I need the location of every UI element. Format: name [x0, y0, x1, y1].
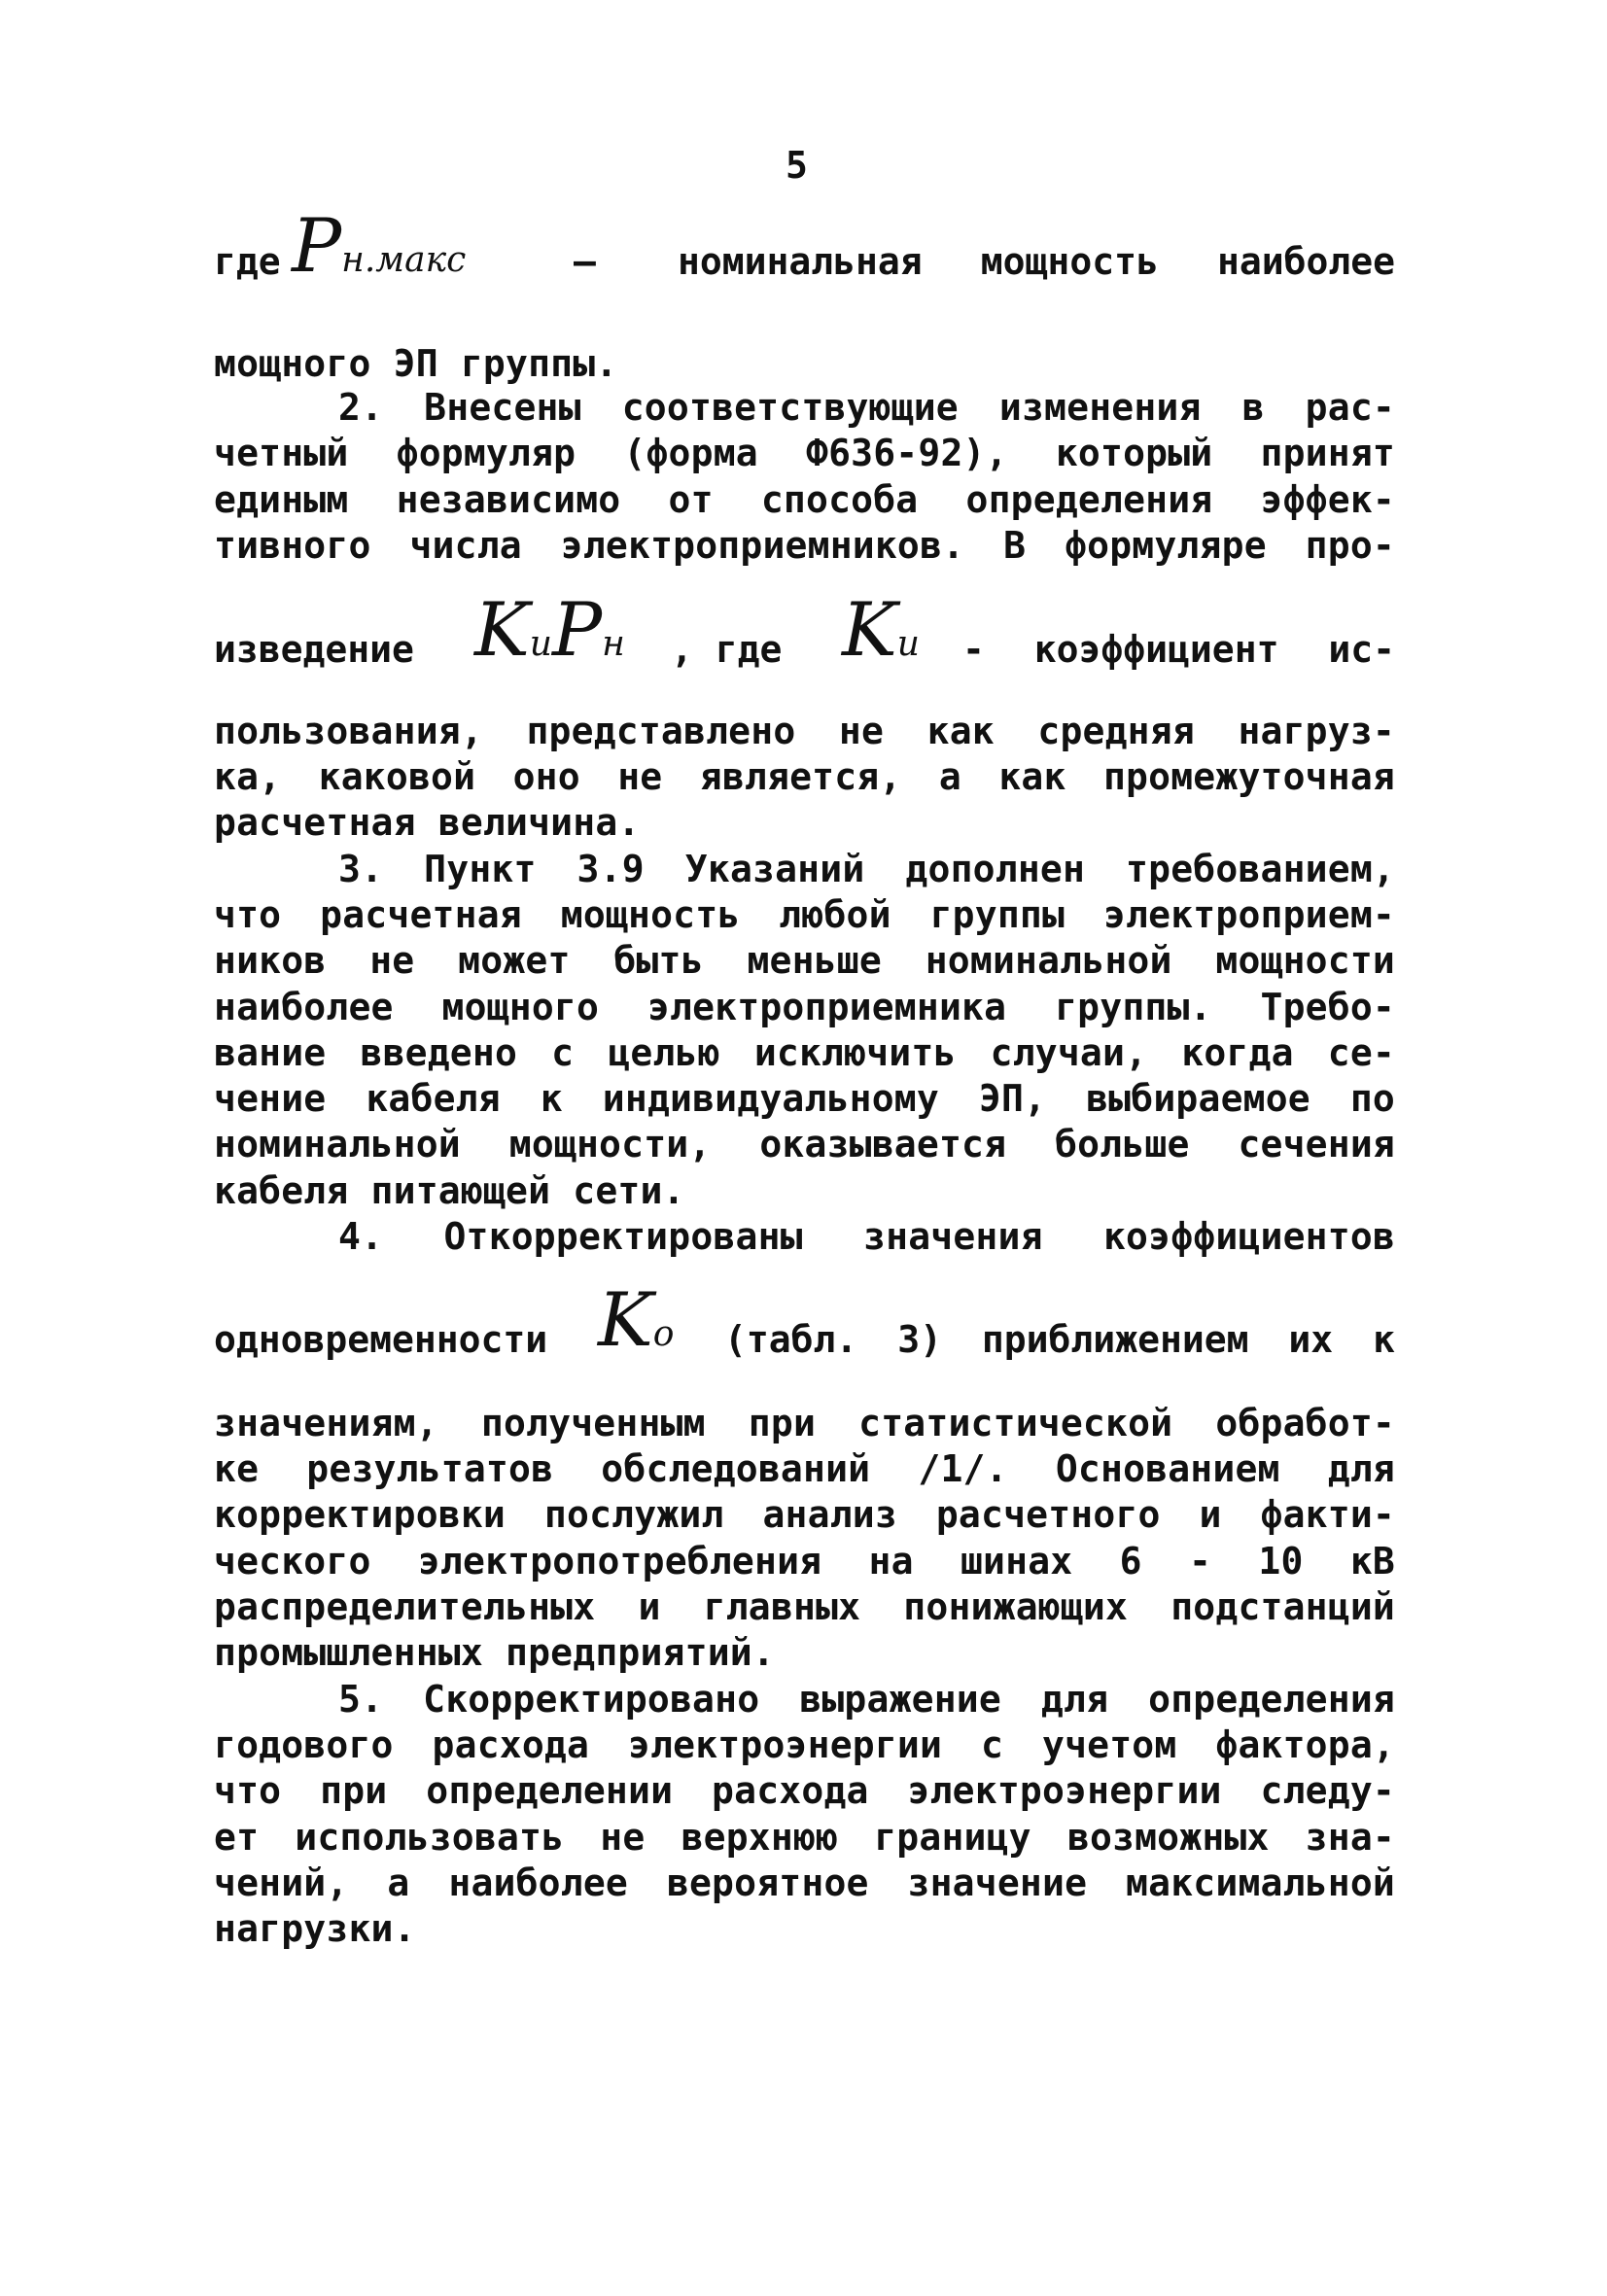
text-line: пользования, представлено не как средняя нагруз-: [214, 710, 1395, 752]
text-line: ет использовать не верхнюю границу возможных зна-: [214, 1816, 1395, 1859]
text-line: промышленных предприятий.: [214, 1631, 775, 1674]
text-line: вание введено с целью исключить случаи, когда се-: [214, 1031, 1395, 1074]
k-sub: и: [529, 624, 552, 664]
text-after: (табл. 3) приближением их к: [724, 1318, 1395, 1361]
text-line: что при определении расхода электроэнергии следу-: [214, 1769, 1395, 1812]
text-line: чений, а наиболее вероятное значение максимальной: [214, 1861, 1395, 1904]
text-line: годового расхода электроэнергии с учетом фактора,: [214, 1723, 1395, 1766]
definition-line: [214, 202, 1395, 316]
ko-symbol: [598, 1276, 675, 1363]
paragraph-2-start: 2. Внесены соответствующие изменения в рас-: [338, 386, 1395, 429]
text-line: нагрузки.: [214, 1907, 416, 1950]
text-before: одновременности: [214, 1318, 548, 1361]
ku-symbol: [842, 586, 920, 673]
k-sub: и: [896, 624, 920, 664]
k-main: K: [474, 586, 530, 673]
p-sub: н: [602, 624, 625, 664]
text-line: четный формуляр (форма Ф636-92), который принят: [214, 432, 1395, 474]
text-line: чение кабеля к индивидуальному ЭП, выбираемое по: [214, 1077, 1395, 1120]
text-line: ке результатов обследований /1/. Основанием для: [214, 1447, 1395, 1490]
symbol-sub: н.макс: [341, 240, 467, 280]
text-line: распределительных и главных понижающих подстанций: [214, 1585, 1395, 1628]
paragraph-3-start: 3. Пункт 3.9 Указаний дополнен требованием,: [338, 848, 1395, 890]
text-line: номинальной мощности, оказывается больше сечения: [214, 1123, 1395, 1165]
text-line: что расчетная мощность любой группы электроприем-: [214, 893, 1395, 936]
text-after: - коэффициент ис-: [962, 628, 1395, 671]
text-line: кабеля питающей сети.: [214, 1169, 685, 1212]
text-before: изведение: [214, 628, 414, 671]
text-line: ческого электропотребления на шинах 6 - 10 кВ: [214, 1540, 1395, 1583]
paragraph-4-start: 4. Откорректированы значения коэффициентов: [338, 1215, 1395, 1258]
text-line: корректировки послужил анализ расчетного и факти-: [214, 1493, 1395, 1536]
k-main: K: [598, 1276, 653, 1363]
k-sub: о: [652, 1314, 675, 1354]
formula-line: [214, 586, 1395, 700]
text-line: мощного ЭП группы.: [214, 342, 618, 385]
text-line: единым независимо от способа определения эффек-: [214, 478, 1395, 521]
p-max-symbol: [292, 202, 467, 289]
k-main: K: [842, 586, 897, 673]
formula-line: [214, 1276, 1395, 1390]
paragraph-5-start: 5. Скорректировано выражение для определения: [338, 1678, 1395, 1721]
symbol-main: P: [292, 202, 342, 289]
comma-where: , где: [671, 628, 783, 671]
text-line: наиболее мощного электроприемника группы. Требо-: [214, 986, 1395, 1028]
definition-text: номинальная мощность наиболее: [678, 240, 1395, 283]
where-word: где: [214, 240, 281, 283]
text-line: тивного числа электроприемников. В формуляре про-: [214, 524, 1395, 567]
page-number: 5: [786, 144, 808, 187]
ku-pn-symbol: [474, 586, 625, 673]
text-line: ка, каковой оно не является, а как промежуточная: [214, 755, 1395, 798]
text-line: значениям, полученным при статистической обработ-: [214, 1402, 1395, 1444]
dash: –: [574, 240, 596, 283]
p-main: P: [551, 586, 603, 673]
text-line: расчетная величина.: [214, 801, 641, 844]
text-line: ников не может быть меньше номинальной мощности: [214, 939, 1395, 982]
